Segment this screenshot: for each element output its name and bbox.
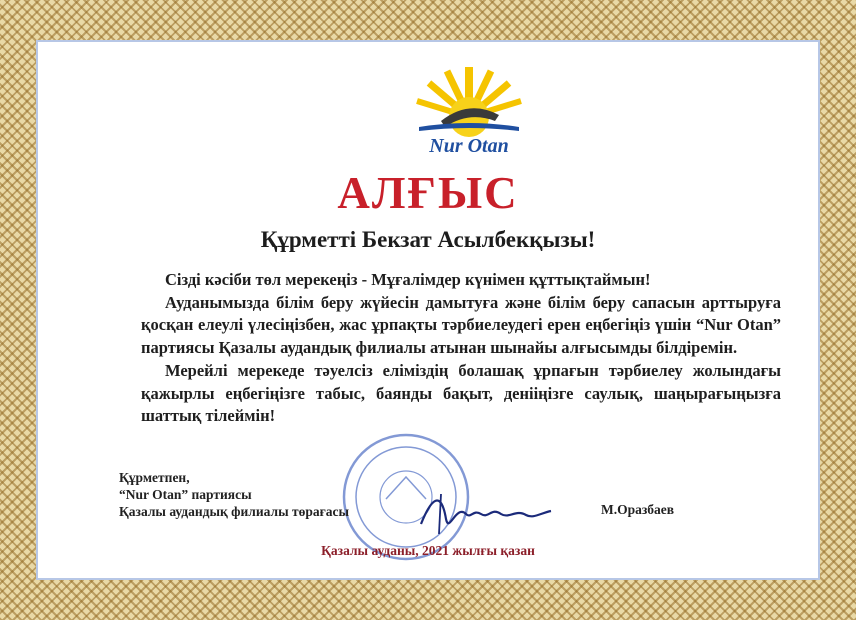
certificate-page bbox=[46, 49, 810, 571]
signature-position: Қазалы аудандық филиалы төрағасы bbox=[119, 504, 350, 519]
signature-party: “Nur Otan” партиясы bbox=[119, 487, 252, 502]
certificate-body bbox=[141, 269, 781, 428]
certificate-title: АЛҒЫС bbox=[337, 168, 519, 218]
paragraph-1: Сізді кәсіби төл мерекеңіз - Мұғалімдер күнімен құттықтаймын! bbox=[165, 270, 651, 289]
signature-block bbox=[119, 469, 349, 520]
nur-otan-logo bbox=[409, 59, 529, 159]
paragraph-2: Ауданымызда білім беру жүйесін дамытуға және білім беру сапасын арттыруға қосқан елеулі үлесіңізбен, жас ұрпақты тәрбиелеудегі ерен еңбегіңіз үшін “Nur Otan” партиясы Қазалы аудандық филиалы атынан шынайы алғысымды білдіремін. bbox=[141, 292, 781, 358]
handwritten-signature-icon bbox=[411, 479, 561, 539]
paragraph-3: Мерейлі мерекеде тәуелсіз еліміздің болашақ ұрпағын тәрбиелеу жолындағы қажырлы еңбегіңізге табыс, баянды бақыт, денііңізге саулық, шаңырағыңызға шаттық тілеймін! bbox=[141, 360, 781, 426]
greeting: Құрметті Бекзат Асылбекқызы! bbox=[260, 227, 596, 252]
logo-wordmark: Nur Otan bbox=[429, 135, 509, 157]
place-date: Қазалы ауданы, 2021 жылғы қазан bbox=[321, 543, 535, 558]
signature-closing: Құрметпен, bbox=[119, 470, 190, 485]
signer-name: М.Оразбаев bbox=[601, 502, 675, 517]
